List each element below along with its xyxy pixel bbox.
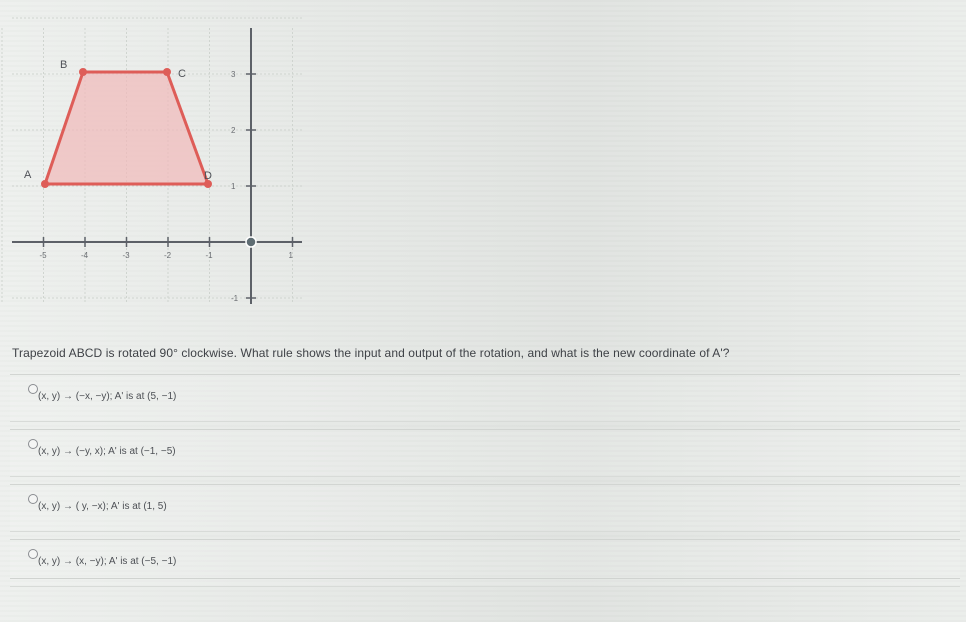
vertex-b-point[interactable]: [79, 68, 87, 76]
vertex-a-label: A: [24, 169, 32, 181]
answer-choice-3[interactable]: [10, 484, 960, 532]
vertex-c-label: C: [178, 68, 186, 80]
x-tick-label: -5: [39, 251, 47, 260]
vertex-c-point[interactable]: [163, 68, 171, 76]
vertex-a-point[interactable]: [41, 180, 49, 188]
x-tick-label: -2: [164, 251, 172, 260]
answer-choice-label: (x, y) → (−y, x); A' is at (−1, −5): [38, 446, 176, 457]
x-tick-label: -1: [205, 251, 213, 260]
question-text: Trapezoid ABCD is rotated 90° clockwise. What rule shows the input and output of the rotation, and what is the new coordinate of A'?: [12, 346, 730, 360]
x-tick-label: -4: [81, 251, 89, 260]
graph-svg: [0, 0, 310, 320]
radio-button-icon[interactable]: [28, 549, 38, 559]
answer-choice-1[interactable]: [10, 374, 960, 422]
bottom-divider: [10, 578, 960, 579]
vertex-b-label: B: [60, 59, 68, 71]
y-tick-label: 2: [231, 126, 236, 135]
answer-choices: [10, 374, 960, 594]
y-tick-label: 1: [231, 182, 236, 191]
coordinate-graph: [0, 0, 310, 320]
y-tick-label: -1: [231, 294, 239, 303]
answer-choice-label: (x, y) → (x, −y); A' is at (−5, −1): [38, 556, 177, 567]
origin-point: [246, 237, 256, 247]
radio-button-icon[interactable]: [28, 384, 38, 394]
trapezoid-abcd: [45, 72, 208, 184]
x-tick-label: -3: [122, 251, 130, 260]
x-tick-label: 1: [288, 251, 293, 260]
answer-choice-2[interactable]: [10, 429, 960, 477]
answer-choice-label: (x, y) → ( y, −x); A' is at (1, 5): [38, 501, 167, 512]
y-tick-label: 3: [231, 70, 236, 79]
vertex-d-label: D: [204, 170, 212, 182]
radio-button-icon[interactable]: [28, 494, 38, 504]
answer-choice-label: (x, y) → (−x, −y); A' is at (5, −1): [38, 391, 177, 402]
radio-button-icon[interactable]: [28, 439, 38, 449]
y-axis-ticks: [231, 70, 256, 303]
answer-choice-4[interactable]: [10, 539, 960, 587]
